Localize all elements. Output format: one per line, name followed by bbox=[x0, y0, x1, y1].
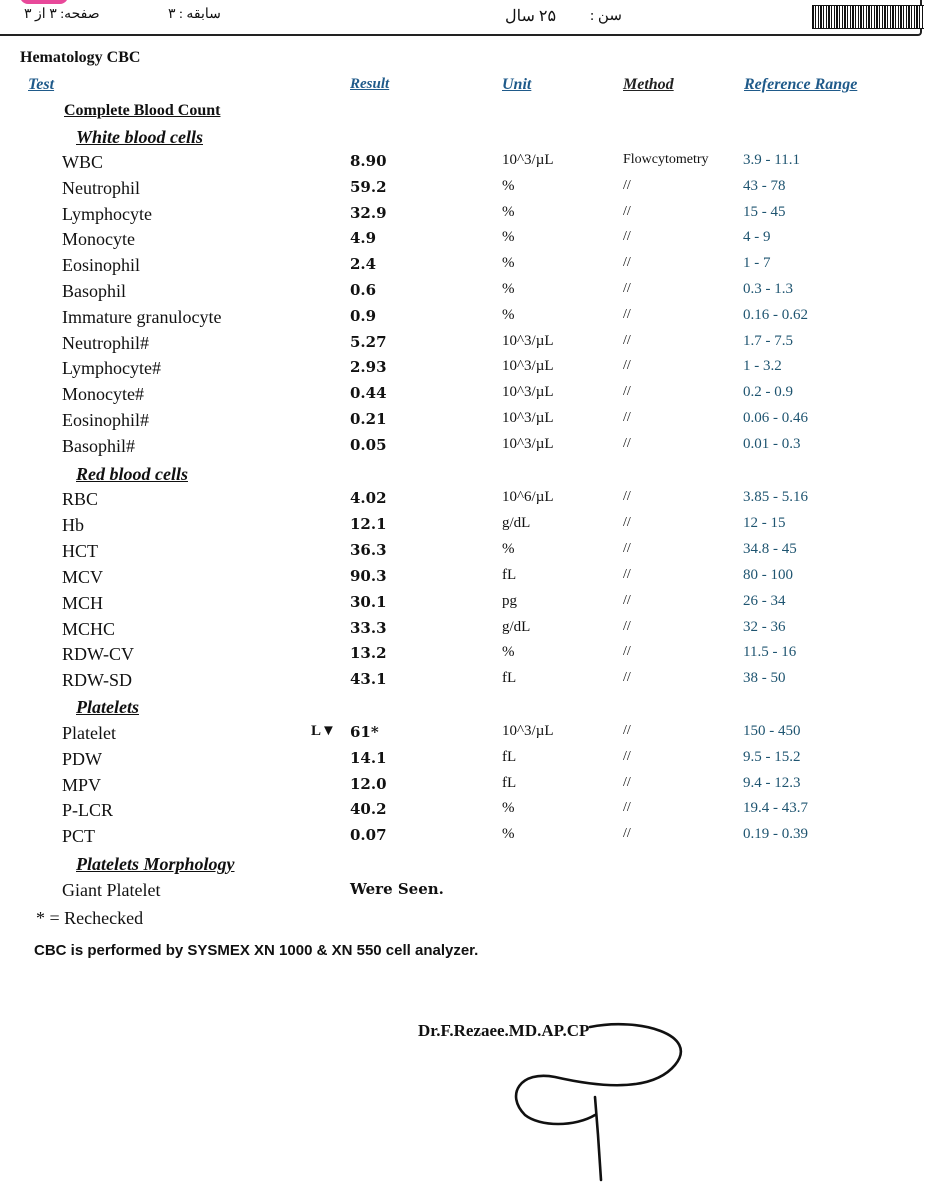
result-value: 4.9 bbox=[350, 229, 377, 248]
test-name: PDW bbox=[62, 748, 102, 769]
method: // bbox=[623, 540, 631, 556]
result-value: 8.90 bbox=[350, 152, 387, 170]
test-name: Monocyte bbox=[62, 229, 135, 250]
reference-range: 26 - 34 bbox=[743, 592, 786, 609]
record-number: سابقه : ۳ bbox=[168, 7, 221, 22]
reference-range: 3.9 - 11.1 bbox=[743, 152, 800, 168]
table-row bbox=[0, 178, 928, 204]
unit: 10^3/µL bbox=[502, 152, 554, 168]
unit: % bbox=[502, 800, 515, 817]
method: // bbox=[623, 358, 631, 374]
test-name: MCH bbox=[62, 592, 104, 613]
barcode-icon bbox=[812, 5, 924, 29]
table-row bbox=[0, 775, 928, 801]
unit: % bbox=[502, 281, 515, 297]
test-name: Eosinophil# bbox=[62, 410, 150, 430]
unit: 10^3/µL bbox=[502, 358, 554, 375]
table-row bbox=[0, 749, 928, 775]
reference-range: 0.3 - 1.3 bbox=[743, 281, 793, 297]
method: Flowcytometry bbox=[623, 152, 709, 167]
page-indicator: صفحه: ۳ از ۳ bbox=[24, 7, 100, 22]
unit: pg bbox=[502, 592, 517, 609]
unit: % bbox=[502, 177, 515, 194]
reference-range: 0.2 - 0.9 bbox=[743, 384, 793, 401]
reference-range: 1 - 7 bbox=[743, 255, 771, 272]
result-value: 2.4 bbox=[350, 255, 377, 274]
result-value: 0.21 bbox=[350, 410, 387, 428]
table-row bbox=[0, 644, 928, 670]
test-name: Lymphocyte bbox=[62, 203, 152, 224]
result-value: 0.6 bbox=[350, 281, 377, 299]
reference-range: 9.5 - 15.2 bbox=[743, 748, 801, 765]
table-row bbox=[0, 281, 928, 307]
table-row bbox=[0, 229, 928, 255]
pink-tab-marker bbox=[20, 0, 68, 4]
table-row bbox=[0, 410, 928, 436]
reference-range: 4 - 9 bbox=[743, 229, 771, 246]
unit: % bbox=[502, 540, 515, 557]
result-value: 43.1 bbox=[350, 670, 387, 689]
result-value: 59.2 bbox=[350, 177, 387, 196]
table-row bbox=[0, 670, 928, 696]
doctor-name: Dr.F.Rezaee.MD.AP.CP bbox=[418, 1021, 590, 1040]
column-header-reference: Reference Range bbox=[744, 76, 858, 93]
test-name: Lymphocyte# bbox=[62, 358, 161, 379]
method: // bbox=[623, 644, 631, 660]
unit: fL bbox=[502, 566, 517, 583]
result-value: Were Seen. bbox=[350, 880, 444, 898]
unit: % bbox=[502, 203, 515, 220]
table-row bbox=[0, 567, 928, 593]
unit: 10^3/µL bbox=[502, 384, 554, 401]
result-value: 0.07 bbox=[350, 826, 387, 845]
reference-range: 19.4 - 43.7 bbox=[743, 800, 808, 817]
result-value: 40.2 bbox=[350, 800, 387, 819]
group-white-blood-cells: White blood cells bbox=[76, 127, 203, 147]
table-row bbox=[0, 619, 928, 645]
table-row bbox=[0, 800, 928, 826]
unit: % bbox=[502, 644, 515, 661]
table-row bbox=[0, 384, 928, 410]
group-red-blood-cells: Red blood cells bbox=[76, 464, 188, 484]
group-platelets: Platelets bbox=[76, 697, 139, 717]
method: // bbox=[623, 281, 631, 296]
panel-subtitle: Complete Blood Count bbox=[64, 102, 221, 119]
analyzer-note: CBC is performed by SYSMEX XN 1000 & XN 550 cell analyzer. bbox=[34, 942, 479, 959]
result-value: 30.1 bbox=[350, 592, 387, 611]
test-name: PCT bbox=[62, 826, 96, 847]
method: // bbox=[623, 748, 631, 764]
unit: 10^3/µL bbox=[502, 723, 554, 739]
table-row bbox=[0, 204, 928, 230]
table-row bbox=[0, 307, 928, 333]
table-row bbox=[0, 880, 928, 906]
test-name: Giant Platelet bbox=[62, 880, 161, 900]
table-row bbox=[0, 489, 928, 515]
method: // bbox=[623, 203, 631, 219]
reference-range: 34.8 - 45 bbox=[743, 540, 797, 557]
result-value: 14.1 bbox=[350, 748, 387, 767]
column-header-method: Method bbox=[623, 76, 674, 93]
result-value: 0.05 bbox=[350, 435, 387, 454]
table-row bbox=[0, 152, 928, 178]
method: // bbox=[623, 435, 631, 451]
reference-range: 12 - 15 bbox=[743, 514, 786, 531]
column-header-unit: Unit bbox=[502, 76, 532, 93]
table-row bbox=[0, 255, 928, 281]
test-name: Monocyte# bbox=[62, 384, 144, 405]
age-label: سن : bbox=[590, 8, 622, 24]
reference-range: 15 - 45 bbox=[743, 203, 786, 220]
test-name: Immature granulocyte bbox=[62, 306, 222, 327]
result-value: 61* bbox=[350, 723, 379, 741]
unit: % bbox=[502, 306, 515, 323]
patient-age: ۲۵ سال bbox=[505, 8, 557, 25]
test-name: HCT bbox=[62, 540, 98, 561]
test-name: P-LCR bbox=[62, 800, 114, 821]
unit: % bbox=[502, 255, 515, 272]
unit: g/dL bbox=[502, 514, 531, 531]
method: // bbox=[623, 723, 631, 738]
method: // bbox=[623, 800, 631, 816]
test-name: RBC bbox=[62, 489, 99, 509]
result-value: 0.44 bbox=[350, 384, 387, 403]
unit: 10^3/µL bbox=[502, 435, 554, 452]
test-name: RDW-SD bbox=[62, 670, 133, 691]
test-name: WBC bbox=[62, 152, 104, 172]
method: // bbox=[623, 774, 631, 790]
unit: % bbox=[502, 229, 515, 246]
unit: % bbox=[502, 826, 515, 843]
reference-range: 150 - 450 bbox=[743, 723, 801, 739]
unit: g/dL bbox=[502, 618, 531, 635]
method: // bbox=[623, 592, 631, 608]
reference-range: 38 - 50 bbox=[743, 670, 786, 687]
method: // bbox=[623, 229, 631, 245]
reference-range: 80 - 100 bbox=[743, 566, 793, 583]
method: // bbox=[623, 618, 631, 634]
unit: fL bbox=[502, 670, 517, 687]
method: // bbox=[623, 514, 631, 530]
test-name: Basophil# bbox=[62, 435, 136, 456]
table-row bbox=[0, 358, 928, 384]
method: // bbox=[623, 255, 631, 271]
reference-range: 3.85 - 5.16 bbox=[743, 489, 808, 505]
unit: 10^6/µL bbox=[502, 489, 554, 505]
method: // bbox=[623, 670, 631, 686]
column-header-result: Result bbox=[350, 76, 390, 92]
method: // bbox=[623, 489, 631, 504]
test-name: MCHC bbox=[62, 618, 116, 639]
result-value: 4.02 bbox=[350, 489, 387, 507]
test-name: Hb bbox=[62, 514, 84, 535]
rechecked-note: * = Rechecked bbox=[36, 908, 144, 928]
reference-range: 0.01 - 0.3 bbox=[743, 435, 801, 452]
test-name: MPV bbox=[62, 774, 102, 795]
result-value: 0.9 bbox=[350, 306, 377, 325]
unit: fL bbox=[502, 748, 517, 765]
unit: fL bbox=[502, 774, 517, 791]
method: // bbox=[623, 410, 631, 425]
method: // bbox=[623, 177, 631, 193]
test-name: Neutrophil bbox=[62, 177, 140, 198]
reference-range: 1.7 - 7.5 bbox=[743, 332, 793, 349]
result-value: 13.2 bbox=[350, 644, 387, 663]
test-name: RDW-CV bbox=[62, 644, 134, 665]
result-value: 5.27 bbox=[350, 332, 387, 351]
column-header-test: Test bbox=[28, 76, 55, 93]
test-name: Platelet bbox=[62, 723, 116, 743]
method: // bbox=[623, 332, 631, 348]
reference-range: 9.4 - 12.3 bbox=[743, 774, 801, 791]
method: // bbox=[623, 384, 631, 400]
test-name: Basophil bbox=[62, 281, 127, 301]
test-name: Neutrophil# bbox=[62, 332, 149, 353]
result-value: 90.3 bbox=[350, 566, 387, 585]
unit: 10^3/µL bbox=[502, 410, 554, 426]
signature-icon bbox=[500, 1015, 700, 1185]
reference-range: 0.16 - 0.62 bbox=[743, 306, 808, 323]
report-header-bar bbox=[0, 0, 922, 36]
table-row bbox=[0, 436, 928, 462]
result-value: 12.0 bbox=[350, 774, 387, 793]
method: // bbox=[623, 306, 631, 322]
result-value: 2.93 bbox=[350, 358, 387, 377]
test-name: Eosinophil bbox=[62, 255, 141, 276]
unit: 10^3/µL bbox=[502, 332, 554, 349]
table-row bbox=[0, 723, 928, 749]
result-value: 12.1 bbox=[350, 514, 387, 533]
group-platelets-morphology: Platelets Morphology bbox=[76, 854, 235, 874]
reference-range: 11.5 - 16 bbox=[743, 644, 797, 661]
reference-range: 1 - 3.2 bbox=[743, 358, 782, 375]
table-row bbox=[0, 826, 928, 852]
test-name: MCV bbox=[62, 566, 104, 587]
method: // bbox=[623, 826, 631, 842]
reference-range: 0.06 - 0.46 bbox=[743, 410, 808, 426]
reference-range: 32 - 36 bbox=[743, 618, 786, 635]
flag: L▼ bbox=[311, 723, 336, 739]
method: // bbox=[623, 566, 631, 582]
table-row bbox=[0, 593, 928, 619]
result-value: 36.3 bbox=[350, 540, 387, 559]
reference-range: 0.19 - 0.39 bbox=[743, 826, 808, 843]
result-value: 33.3 bbox=[350, 618, 387, 637]
reference-range: 43 - 78 bbox=[743, 177, 786, 194]
table-row bbox=[0, 541, 928, 567]
result-value: 32.9 bbox=[350, 203, 387, 222]
table-row bbox=[0, 515, 928, 541]
table-row bbox=[0, 333, 928, 359]
section-title: Hematology CBC bbox=[20, 49, 141, 66]
